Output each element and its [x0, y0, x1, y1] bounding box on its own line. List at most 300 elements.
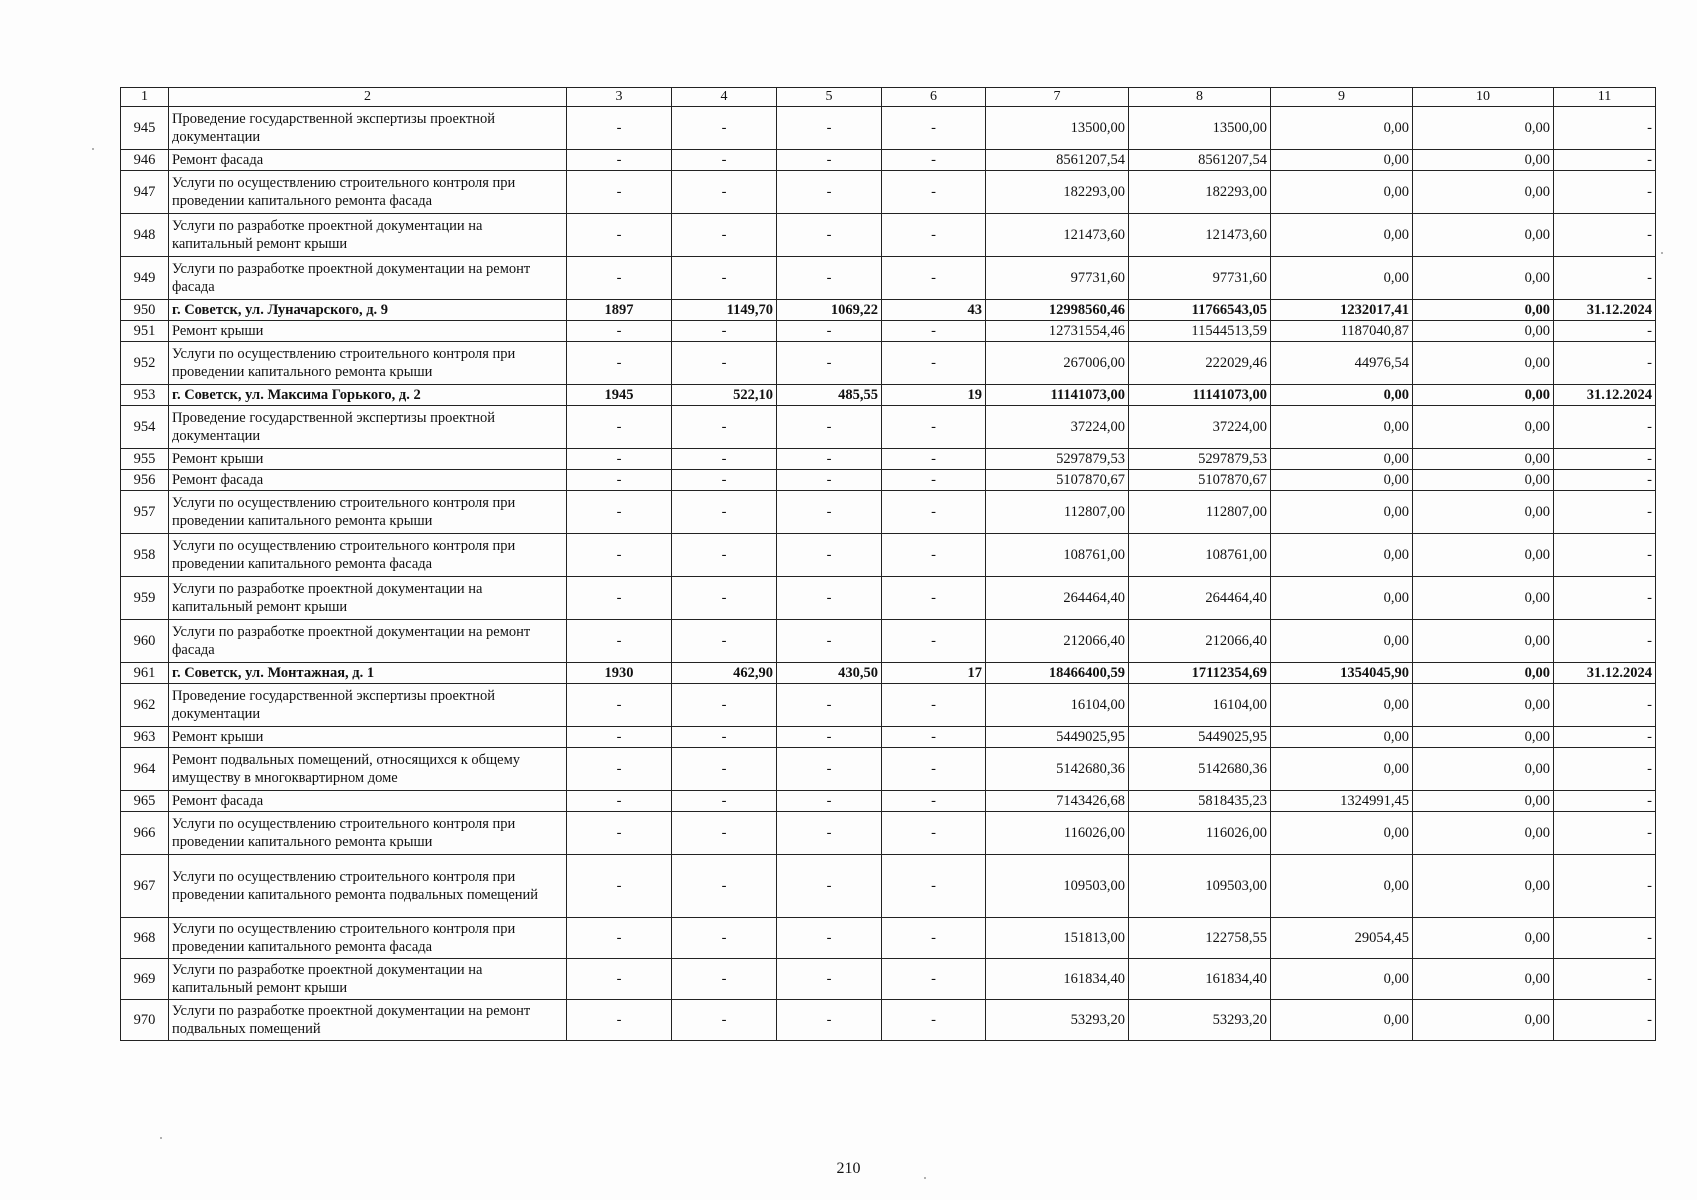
- year-cell: -: [567, 1000, 672, 1041]
- total-area-cell: -: [672, 620, 777, 663]
- living-area-cell: -: [777, 534, 882, 577]
- owner-funds-cell: 0,00: [1413, 385, 1554, 406]
- owner-funds-cell: 0,00: [1413, 812, 1554, 855]
- other-cost-cell: 0,00: [1271, 1000, 1413, 1041]
- year-cell: -: [567, 812, 672, 855]
- year-cell: -: [567, 449, 672, 470]
- total-area-cell: -: [672, 406, 777, 449]
- total-area-cell: 522,10: [672, 385, 777, 406]
- total-cost-cell: 8561207,54: [986, 150, 1129, 171]
- deadline-cell: -: [1554, 577, 1656, 620]
- total-cost-cell: 161834,40: [986, 959, 1129, 1000]
- other-cost-cell: 0,00: [1271, 385, 1413, 406]
- living-area-cell: -: [777, 214, 882, 257]
- owner-funds-cell: 0,00: [1413, 150, 1554, 171]
- work-item-row: [121, 321, 1656, 342]
- living-area-cell: -: [777, 918, 882, 959]
- deadline-cell: -: [1554, 855, 1656, 918]
- work-item-row: [121, 855, 1656, 918]
- residents-cell: -: [882, 684, 986, 727]
- work-item-row: [121, 959, 1656, 1000]
- column-header: 10: [1413, 88, 1554, 107]
- year-cell: -: [567, 342, 672, 385]
- fund-cost-cell: 13500,00: [1129, 107, 1271, 150]
- fund-cost-cell: 112807,00: [1129, 491, 1271, 534]
- living-area-cell: -: [777, 491, 882, 534]
- work-item-row: [121, 107, 1656, 150]
- register-body: [121, 107, 1656, 1041]
- row-number-cell: 956: [121, 470, 169, 491]
- other-cost-cell: 0,00: [1271, 491, 1413, 534]
- owner-funds-cell: 0,00: [1413, 959, 1554, 1000]
- description-cell: Ремонт крыши: [169, 321, 567, 342]
- living-area-cell: -: [777, 727, 882, 748]
- owner-funds-cell: 0,00: [1413, 214, 1554, 257]
- total-area-cell: 462,90: [672, 663, 777, 684]
- other-cost-cell: 0,00: [1271, 171, 1413, 214]
- scan-speck: [924, 1177, 926, 1179]
- total-area-cell: -: [672, 321, 777, 342]
- owner-funds-cell: 0,00: [1413, 257, 1554, 300]
- fund-cost-cell: 161834,40: [1129, 959, 1271, 1000]
- capital-repair-register-table: [120, 87, 1656, 1041]
- description-cell: Услуги по осуществлению строительного контроля при проведении капитального ремонта фасада: [169, 918, 567, 959]
- total-area-cell: -: [672, 150, 777, 171]
- total-cost-cell: 11141073,00: [986, 385, 1129, 406]
- row-number-cell: 970: [121, 1000, 169, 1041]
- row-number-cell: 960: [121, 620, 169, 663]
- total-cost-cell: 16104,00: [986, 684, 1129, 727]
- deadline-cell: -: [1554, 171, 1656, 214]
- total-area-cell: -: [672, 918, 777, 959]
- deadline-cell: -: [1554, 107, 1656, 150]
- total-cost-cell: 121473,60: [986, 214, 1129, 257]
- other-cost-cell: 0,00: [1271, 449, 1413, 470]
- fund-cost-cell: 16104,00: [1129, 684, 1271, 727]
- row-number-cell: 962: [121, 684, 169, 727]
- other-cost-cell: 0,00: [1271, 107, 1413, 150]
- row-number-cell: 951: [121, 321, 169, 342]
- year-cell: -: [567, 257, 672, 300]
- fund-cost-cell: 11544513,59: [1129, 321, 1271, 342]
- work-item-row: [121, 1000, 1656, 1041]
- description-cell: Проведение государственной экспертизы проектной документации: [169, 107, 567, 150]
- owner-funds-cell: 0,00: [1413, 748, 1554, 791]
- fund-cost-cell: 17112354,69: [1129, 663, 1271, 684]
- residents-cell: -: [882, 855, 986, 918]
- work-item-row: [121, 449, 1656, 470]
- row-number-cell: 955: [121, 449, 169, 470]
- row-number-cell: 947: [121, 171, 169, 214]
- fund-cost-cell: 11141073,00: [1129, 385, 1271, 406]
- year-cell: -: [567, 534, 672, 577]
- fund-cost-cell: 5107870,67: [1129, 470, 1271, 491]
- column-header: 4: [672, 88, 777, 107]
- row-number-cell: 961: [121, 663, 169, 684]
- total-area-cell: -: [672, 791, 777, 812]
- total-cost-cell: 13500,00: [986, 107, 1129, 150]
- residents-cell: -: [882, 321, 986, 342]
- year-cell: -: [567, 107, 672, 150]
- living-area-cell: -: [777, 107, 882, 150]
- work-item-row: [121, 491, 1656, 534]
- total-area-cell: -: [672, 684, 777, 727]
- residents-cell: -: [882, 727, 986, 748]
- total-cost-cell: 264464,40: [986, 577, 1129, 620]
- column-header: 8: [1129, 88, 1271, 107]
- work-item-row: [121, 150, 1656, 171]
- other-cost-cell: 1324991,45: [1271, 791, 1413, 812]
- column-header: 2: [169, 88, 567, 107]
- total-cost-cell: 18466400,59: [986, 663, 1129, 684]
- total-cost-cell: 37224,00: [986, 406, 1129, 449]
- other-cost-cell: 0,00: [1271, 812, 1413, 855]
- deadline-cell: -: [1554, 491, 1656, 534]
- year-cell: 1945: [567, 385, 672, 406]
- description-cell: Услуги по разработке проектной документации на капитальный ремонт крыши: [169, 959, 567, 1000]
- scan-speck: [92, 148, 94, 150]
- column-header: 7: [986, 88, 1129, 107]
- owner-funds-cell: 0,00: [1413, 855, 1554, 918]
- row-number-cell: 958: [121, 534, 169, 577]
- owner-funds-cell: 0,00: [1413, 107, 1554, 150]
- total-cost-cell: 112807,00: [986, 491, 1129, 534]
- total-cost-cell: 151813,00: [986, 918, 1129, 959]
- description-cell: Услуги по разработке проектной документации на ремонт фасада: [169, 257, 567, 300]
- row-number-cell: 946: [121, 150, 169, 171]
- work-item-row: [121, 620, 1656, 663]
- living-area-cell: -: [777, 171, 882, 214]
- living-area-cell: -: [777, 959, 882, 1000]
- living-area-cell: -: [777, 812, 882, 855]
- description-cell: Услуги по осуществлению строительного контроля при проведении капитального ремонта фасада: [169, 534, 567, 577]
- total-area-cell: -: [672, 1000, 777, 1041]
- living-area-cell: -: [777, 791, 882, 812]
- other-cost-cell: 29054,45: [1271, 918, 1413, 959]
- description-cell: Ремонт фасада: [169, 150, 567, 171]
- residents-cell: -: [882, 406, 986, 449]
- total-area-cell: -: [672, 491, 777, 534]
- fund-cost-cell: 5142680,36: [1129, 748, 1271, 791]
- total-area-cell: -: [672, 470, 777, 491]
- total-cost-cell: 212066,40: [986, 620, 1129, 663]
- description-cell: г. Советск, ул. Монтажная, д. 1: [169, 663, 567, 684]
- residents-cell: -: [882, 257, 986, 300]
- owner-funds-cell: 0,00: [1413, 663, 1554, 684]
- description-cell: Ремонт крыши: [169, 727, 567, 748]
- total-cost-cell: 53293,20: [986, 1000, 1129, 1041]
- description-cell: Ремонт фасада: [169, 470, 567, 491]
- owner-funds-cell: 0,00: [1413, 577, 1554, 620]
- owner-funds-cell: 0,00: [1413, 491, 1554, 534]
- year-cell: -: [567, 727, 672, 748]
- other-cost-cell: 0,00: [1271, 257, 1413, 300]
- owner-funds-cell: 0,00: [1413, 727, 1554, 748]
- work-item-row: [121, 812, 1656, 855]
- residents-cell: -: [882, 107, 986, 150]
- residents-cell: -: [882, 449, 986, 470]
- work-item-row: [121, 470, 1656, 491]
- total-area-cell: 1149,70: [672, 300, 777, 321]
- owner-funds-cell: 0,00: [1413, 300, 1554, 321]
- fund-cost-cell: 222029,46: [1129, 342, 1271, 385]
- row-number-cell: 945: [121, 107, 169, 150]
- total-area-cell: -: [672, 727, 777, 748]
- owner-funds-cell: 0,00: [1413, 470, 1554, 491]
- work-item-row: [121, 791, 1656, 812]
- living-area-cell: -: [777, 406, 882, 449]
- total-area-cell: -: [672, 171, 777, 214]
- deadline-cell: -: [1554, 257, 1656, 300]
- deadline-cell: -: [1554, 918, 1656, 959]
- column-header: 5: [777, 88, 882, 107]
- address-row: [121, 385, 1656, 406]
- deadline-cell: -: [1554, 534, 1656, 577]
- residents-cell: -: [882, 470, 986, 491]
- owner-funds-cell: 0,00: [1413, 1000, 1554, 1041]
- row-number-cell: 948: [121, 214, 169, 257]
- total-cost-cell: 12998560,46: [986, 300, 1129, 321]
- year-cell: -: [567, 470, 672, 491]
- fund-cost-cell: 97731,60: [1129, 257, 1271, 300]
- residents-cell: -: [882, 534, 986, 577]
- year-cell: -: [567, 959, 672, 1000]
- work-item-row: [121, 684, 1656, 727]
- deadline-cell: 31.12.2024: [1554, 663, 1656, 684]
- total-cost-cell: 108761,00: [986, 534, 1129, 577]
- year-cell: -: [567, 150, 672, 171]
- total-area-cell: -: [672, 812, 777, 855]
- deadline-cell: -: [1554, 214, 1656, 257]
- fund-cost-cell: 122758,55: [1129, 918, 1271, 959]
- year-cell: -: [567, 748, 672, 791]
- year-cell: -: [567, 171, 672, 214]
- living-area-cell: -: [777, 577, 882, 620]
- total-area-cell: -: [672, 342, 777, 385]
- fund-cost-cell: 37224,00: [1129, 406, 1271, 449]
- work-item-row: [121, 918, 1656, 959]
- living-area-cell: -: [777, 342, 882, 385]
- total-cost-cell: 116026,00: [986, 812, 1129, 855]
- column-header: 9: [1271, 88, 1413, 107]
- residents-cell: -: [882, 1000, 986, 1041]
- page-number: 210: [836, 1160, 861, 1177]
- year-cell: 1930: [567, 663, 672, 684]
- other-cost-cell: 1187040,87: [1271, 321, 1413, 342]
- residents-cell: -: [882, 214, 986, 257]
- deadline-cell: -: [1554, 321, 1656, 342]
- total-cost-cell: 182293,00: [986, 171, 1129, 214]
- living-area-cell: 485,55: [777, 385, 882, 406]
- other-cost-cell: 0,00: [1271, 959, 1413, 1000]
- year-cell: -: [567, 577, 672, 620]
- deadline-cell: 31.12.2024: [1554, 385, 1656, 406]
- deadline-cell: -: [1554, 470, 1656, 491]
- description-cell: Проведение государственной экспертизы проектной документации: [169, 406, 567, 449]
- row-number-cell: 967: [121, 855, 169, 918]
- description-cell: Услуги по разработке проектной документации на капитальный ремонт крыши: [169, 214, 567, 257]
- year-cell: 1897: [567, 300, 672, 321]
- fund-cost-cell: 11766543,05: [1129, 300, 1271, 321]
- deadline-cell: -: [1554, 620, 1656, 663]
- deadline-cell: -: [1554, 150, 1656, 171]
- total-cost-cell: 7143426,68: [986, 791, 1129, 812]
- total-cost-cell: 5297879,53: [986, 449, 1129, 470]
- year-cell: -: [567, 620, 672, 663]
- owner-funds-cell: 0,00: [1413, 406, 1554, 449]
- residents-cell: -: [882, 959, 986, 1000]
- residents-cell: -: [882, 150, 986, 171]
- owner-funds-cell: 0,00: [1413, 342, 1554, 385]
- row-number-cell: 966: [121, 812, 169, 855]
- owner-funds-cell: 0,00: [1413, 791, 1554, 812]
- work-item-row: [121, 342, 1656, 385]
- row-number-cell: 963: [121, 727, 169, 748]
- description-cell: Проведение государственной экспертизы проектной документации: [169, 684, 567, 727]
- fund-cost-cell: 5818435,23: [1129, 791, 1271, 812]
- total-area-cell: -: [672, 534, 777, 577]
- column-number-header: [121, 88, 1656, 107]
- other-cost-cell: 0,00: [1271, 214, 1413, 257]
- total-area-cell: -: [672, 449, 777, 470]
- owner-funds-cell: 0,00: [1413, 918, 1554, 959]
- deadline-cell: -: [1554, 1000, 1656, 1041]
- row-number-cell: 964: [121, 748, 169, 791]
- header-row: [121, 88, 1656, 107]
- living-area-cell: -: [777, 855, 882, 918]
- year-cell: -: [567, 855, 672, 918]
- address-row: [121, 663, 1656, 684]
- living-area-cell: -: [777, 470, 882, 491]
- description-cell: Услуги по осуществлению строительного контроля при проведении капитального ремонта крыши: [169, 342, 567, 385]
- row-number-cell: 959: [121, 577, 169, 620]
- other-cost-cell: 0,00: [1271, 406, 1413, 449]
- fund-cost-cell: 212066,40: [1129, 620, 1271, 663]
- fund-cost-cell: 53293,20: [1129, 1000, 1271, 1041]
- column-header: 11: [1554, 88, 1656, 107]
- deadline-cell: -: [1554, 684, 1656, 727]
- residents-cell: -: [882, 812, 986, 855]
- owner-funds-cell: 0,00: [1413, 321, 1554, 342]
- total-area-cell: -: [672, 855, 777, 918]
- residents-cell: -: [882, 577, 986, 620]
- row-number-cell: 968: [121, 918, 169, 959]
- fund-cost-cell: 8561207,54: [1129, 150, 1271, 171]
- owner-funds-cell: 0,00: [1413, 171, 1554, 214]
- living-area-cell: -: [777, 449, 882, 470]
- total-cost-cell: 97731,60: [986, 257, 1129, 300]
- other-cost-cell: 1232017,41: [1271, 300, 1413, 321]
- deadline-cell: -: [1554, 748, 1656, 791]
- row-number-cell: 952: [121, 342, 169, 385]
- other-cost-cell: 0,00: [1271, 855, 1413, 918]
- total-cost-cell: 267006,00: [986, 342, 1129, 385]
- residents-cell: -: [882, 342, 986, 385]
- work-item-row: [121, 748, 1656, 791]
- description-cell: Ремонт фасада: [169, 791, 567, 812]
- residents-cell: -: [882, 791, 986, 812]
- total-area-cell: -: [672, 748, 777, 791]
- description-cell: г. Советск, ул. Луначарского, д. 9: [169, 300, 567, 321]
- row-number-cell: 969: [121, 959, 169, 1000]
- living-area-cell: 1069,22: [777, 300, 882, 321]
- row-number-cell: 957: [121, 491, 169, 534]
- other-cost-cell: 0,00: [1271, 470, 1413, 491]
- work-item-row: [121, 171, 1656, 214]
- deadline-cell: -: [1554, 812, 1656, 855]
- total-area-cell: -: [672, 214, 777, 257]
- living-area-cell: -: [777, 321, 882, 342]
- residents-cell: -: [882, 491, 986, 534]
- deadline-cell: -: [1554, 727, 1656, 748]
- deadline-cell: -: [1554, 342, 1656, 385]
- owner-funds-cell: 0,00: [1413, 534, 1554, 577]
- owner-funds-cell: 0,00: [1413, 449, 1554, 470]
- description-cell: Ремонт крыши: [169, 449, 567, 470]
- year-cell: -: [567, 214, 672, 257]
- other-cost-cell: 0,00: [1271, 620, 1413, 663]
- fund-cost-cell: 109503,00: [1129, 855, 1271, 918]
- total-area-cell: -: [672, 959, 777, 1000]
- fund-cost-cell: 182293,00: [1129, 171, 1271, 214]
- living-area-cell: -: [777, 257, 882, 300]
- total-cost-cell: 5107870,67: [986, 470, 1129, 491]
- residents-cell: 19: [882, 385, 986, 406]
- owner-funds-cell: 0,00: [1413, 620, 1554, 663]
- deadline-cell: -: [1554, 959, 1656, 1000]
- living-area-cell: -: [777, 684, 882, 727]
- column-header: 6: [882, 88, 986, 107]
- living-area-cell: -: [777, 150, 882, 171]
- fund-cost-cell: 5297879,53: [1129, 449, 1271, 470]
- deadline-cell: -: [1554, 449, 1656, 470]
- work-item-row: [121, 577, 1656, 620]
- description-cell: Ремонт подвальных помещений, относящихся к общему имуществу в многоквартирном доме: [169, 748, 567, 791]
- scan-speck: [160, 1137, 162, 1139]
- year-cell: -: [567, 918, 672, 959]
- description-cell: Услуги по осуществлению строительного контроля при проведении капитального ремонта крыши: [169, 812, 567, 855]
- work-item-row: [121, 214, 1656, 257]
- total-area-cell: -: [672, 257, 777, 300]
- living-area-cell: -: [777, 1000, 882, 1041]
- row-number-cell: 949: [121, 257, 169, 300]
- other-cost-cell: 0,00: [1271, 534, 1413, 577]
- residents-cell: -: [882, 748, 986, 791]
- scan-speck: [1661, 252, 1663, 254]
- residents-cell: -: [882, 171, 986, 214]
- other-cost-cell: 1354045,90: [1271, 663, 1413, 684]
- other-cost-cell: 44976,54: [1271, 342, 1413, 385]
- description-cell: г. Советск, ул. Максима Горького, д. 2: [169, 385, 567, 406]
- owner-funds-cell: 0,00: [1413, 684, 1554, 727]
- living-area-cell: -: [777, 748, 882, 791]
- other-cost-cell: 0,00: [1271, 727, 1413, 748]
- total-cost-cell: 109503,00: [986, 855, 1129, 918]
- address-row: [121, 300, 1656, 321]
- residents-cell: 17: [882, 663, 986, 684]
- row-number-cell: 950: [121, 300, 169, 321]
- total-cost-cell: 5449025,95: [986, 727, 1129, 748]
- description-cell: Услуги по разработке проектной документации на капитальный ремонт крыши: [169, 577, 567, 620]
- deadline-cell: -: [1554, 791, 1656, 812]
- other-cost-cell: 0,00: [1271, 150, 1413, 171]
- row-number-cell: 953: [121, 385, 169, 406]
- deadline-cell: -: [1554, 406, 1656, 449]
- total-cost-cell: 5142680,36: [986, 748, 1129, 791]
- description-cell: Услуги по разработке проектной документации на ремонт подвальных помещений: [169, 1000, 567, 1041]
- description-cell: Услуги по осуществлению строительного контроля при проведении капитального ремонта крыши: [169, 491, 567, 534]
- row-number-cell: 965: [121, 791, 169, 812]
